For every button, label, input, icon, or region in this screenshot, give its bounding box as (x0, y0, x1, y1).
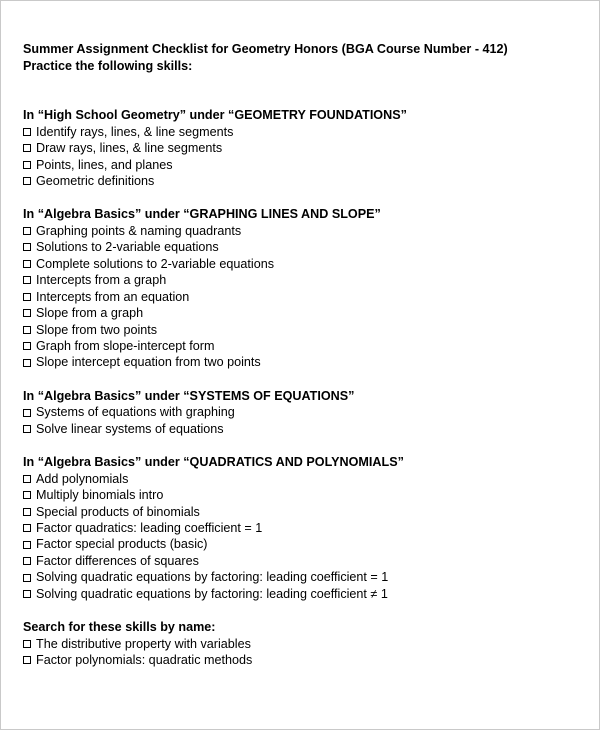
checklist-item-label: Special products of binomials (36, 504, 200, 519)
section-heading: In “Algebra Basics” under “SYSTEMS OF EQUATIONS” (23, 388, 355, 403)
spacer (23, 371, 589, 388)
checklist-item-label: The distributive property with variables (36, 636, 251, 651)
checklist-item-label: Systems of equations with graphing (36, 405, 235, 420)
checkbox-icon[interactable] (23, 640, 31, 648)
checklist-item-label: Draw rays, lines, & line segments (36, 141, 223, 156)
checklist-item-label: Solve linear systems of equations (36, 421, 224, 436)
checkbox-icon[interactable] (23, 557, 31, 565)
checklist-item (23, 586, 589, 602)
section-heading: Search for these skills by name: (23, 620, 216, 635)
spacer (23, 437, 589, 454)
checkbox-icon[interactable] (23, 508, 31, 516)
spacer (23, 74, 589, 107)
checklist-item (23, 305, 589, 321)
checklist-item-label: Add polynomials (36, 471, 129, 486)
checklist-item (23, 421, 589, 437)
checklist-section (23, 107, 589, 189)
checklist-item (23, 569, 589, 585)
checkbox-icon[interactable] (23, 243, 31, 251)
checklist-item-label: Factor polynomials: quadratic methods (36, 653, 253, 668)
checklist-item (23, 272, 589, 288)
checklist-item-label: Points, lines, and planes (36, 157, 173, 172)
sections-container (23, 107, 589, 668)
checklist-item-label: Solving quadratic equations by factoring: leading coefficient = 1 (36, 570, 389, 585)
checkbox-icon[interactable] (23, 409, 31, 417)
checklist-section (23, 619, 589, 668)
checklist-item-label: Intercepts from a graph (36, 273, 167, 288)
checkbox-icon[interactable] (23, 144, 31, 152)
checklist-item (23, 636, 589, 652)
document-subtitle: Practice the following skills: (23, 58, 193, 73)
checkbox-icon[interactable] (23, 326, 31, 334)
checkbox-icon[interactable] (23, 276, 31, 284)
checkbox-icon[interactable] (23, 590, 31, 598)
checklist-item (23, 471, 589, 487)
checklist-item-label: Slope from two points (36, 322, 158, 337)
checklist-item (23, 404, 589, 420)
checklist-item-label: Identify rays, lines, & line segments (36, 124, 234, 139)
checkbox-icon[interactable] (23, 161, 31, 169)
checklist-item (23, 652, 589, 668)
checklist-item (23, 140, 589, 156)
checkbox-icon[interactable] (23, 524, 31, 532)
checklist-section (23, 388, 589, 437)
checkbox-icon[interactable] (23, 656, 31, 664)
checkbox-icon[interactable] (23, 475, 31, 483)
checkbox-icon[interactable] (23, 227, 31, 235)
spacer (23, 602, 589, 619)
checklist-item-label: Solving quadratic equations by factoring: leading coefficient ≠ 1 (36, 586, 388, 601)
checklist-section (23, 206, 589, 370)
checklist-item (23, 338, 589, 354)
spacer (23, 189, 589, 206)
checklist-item-label: Slope from a graph (36, 306, 144, 321)
checklist-item-label: Graph from slope-intercept form (36, 338, 215, 353)
section-heading: In “Algebra Basics” under “GRAPHING LINES AND SLOPE” (23, 207, 381, 222)
checklist-item (23, 520, 589, 536)
checklist-item (23, 354, 589, 370)
checklist-item-label: Intercepts from an equation (36, 289, 190, 304)
checkbox-icon[interactable] (23, 260, 31, 268)
checklist-item-label: Complete solutions to 2-variable equations (36, 256, 275, 271)
checklist-item (23, 289, 589, 305)
checklist-item (23, 124, 589, 140)
checklist-item (23, 173, 589, 189)
checklist-item (23, 157, 589, 173)
checklist-item (23, 504, 589, 520)
checklist-item-label: Graphing points & naming quadrants (36, 223, 242, 238)
checkbox-icon[interactable] (23, 293, 31, 301)
checklist-item (23, 322, 589, 338)
checkbox-icon[interactable] (23, 541, 31, 549)
checklist-section (23, 454, 589, 602)
checklist-item (23, 256, 589, 272)
document-content (23, 41, 589, 669)
checklist-item (23, 239, 589, 255)
checklist-item (23, 536, 589, 552)
checkbox-icon[interactable] (23, 342, 31, 350)
checkbox-icon[interactable] (23, 309, 31, 317)
document-title: Summer Assignment Checklist for Geometry Honors (BGA Course Number - 412) (23, 42, 508, 56)
checklist-item (23, 223, 589, 239)
checklist-item-label: Factor quadratics: leading coefficient = 1 (36, 520, 263, 535)
section-heading: In “High School Geometry” under “GEOMETRY FOUNDATIONS” (23, 108, 407, 123)
checklist-item-label: Slope intercept equation from two points (36, 355, 261, 370)
checklist-item-label: Factor differences of squares (36, 553, 199, 568)
checkbox-icon[interactable] (23, 574, 31, 582)
section-heading: In “Algebra Basics” under “QUADRATICS AND POLYNOMIALS” (23, 455, 404, 470)
checklist-item-label: Factor special products (basic) (36, 537, 208, 552)
checkbox-icon[interactable] (23, 128, 31, 136)
checklist-item-label: Geometric definitions (36, 173, 155, 188)
checklist-item-label: Multiply binomials intro (36, 488, 164, 503)
checklist-item (23, 553, 589, 569)
checkbox-icon[interactable] (23, 177, 31, 185)
checkbox-icon[interactable] (23, 359, 31, 367)
checklist-item (23, 487, 589, 503)
checkbox-icon[interactable] (23, 425, 31, 433)
checklist-item-label: Solutions to 2-variable equations (36, 240, 219, 255)
checkbox-icon[interactable] (23, 491, 31, 499)
